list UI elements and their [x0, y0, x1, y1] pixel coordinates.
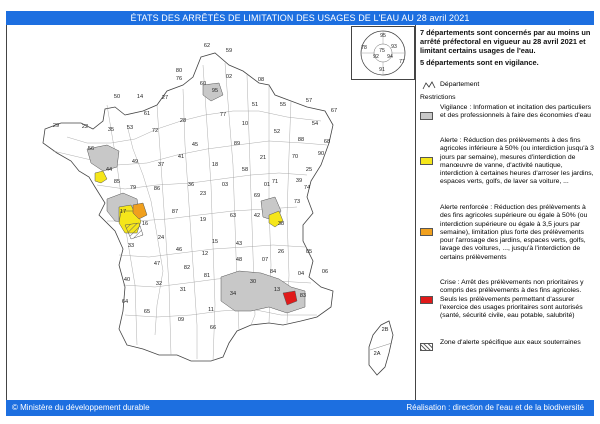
legend-item-text: Crise : Arrêt des prélèvements non prioritaires y compris des prélèvements à des fins agricoles. Seuls les prélèvements permettant d'assurer l'exercice des usages prioritaires sont autorisés (santé, sécurité civile, eau potable, salubrité) [440, 279, 584, 320]
department-label: 21 [259, 155, 267, 161]
department-label: 41 [177, 154, 185, 160]
department-label: 86 [153, 186, 161, 192]
department-label: 05 [305, 249, 313, 255]
department-label: 2A [373, 351, 381, 357]
legend-item-text: Zone d'alerte spécifique aux eaux souterraines [440, 339, 581, 346]
department-label: 84 [269, 269, 277, 275]
department-label: 19 [199, 217, 207, 223]
department-label: 61 [143, 111, 151, 117]
department-label: 76 [175, 76, 183, 82]
legend-panel [420, 28, 596, 67]
department-label: 40 [123, 277, 131, 283]
department-label: 18 [211, 162, 219, 168]
legend-department-label: Département [440, 81, 480, 88]
department-label: 57 [305, 98, 313, 104]
inset-label: 91 [379, 67, 385, 73]
department-label: 64 [121, 299, 129, 305]
map-panel [6, 25, 416, 400]
department-label: 83 [299, 293, 307, 299]
department-label: 10 [241, 121, 249, 127]
department-label: 79 [129, 185, 137, 191]
department-label: 27 [161, 95, 169, 101]
crisis-swatch [420, 296, 433, 304]
department-label: 87 [171, 209, 179, 215]
department-label: 06 [321, 269, 329, 275]
department-label: 72 [151, 128, 159, 134]
department-label: 68 [323, 139, 331, 145]
department-label: 42 [253, 213, 261, 219]
department-label: 47 [153, 261, 161, 267]
department-label: 14 [136, 94, 144, 100]
department-label: 71 [271, 179, 279, 185]
inset-label: 94 [387, 54, 393, 60]
department-label: 44 [105, 167, 113, 173]
department-label: 60 [199, 81, 207, 87]
department-label: 59 [225, 48, 233, 54]
department-label: 56 [87, 146, 95, 152]
inset-label: 92 [373, 54, 379, 60]
department-label: 95 [211, 88, 219, 94]
department-label: 02 [225, 74, 233, 80]
department-label: 11 [208, 307, 214, 313]
legend-item-text: Alerte renforcée : Réduction des prélèvements à des fins agricoles supérieure ou égale à 50% (ou interdiction supérieure ou égale à 3,5 jours par semaine), limitation plus forte des prélèvements pour l'arrosage des jardins, espaces verts, golfs, lavage des voitures, ..., jusqu'à l'interdiction de certains prélèvements [440, 204, 588, 261]
department-label: 23 [199, 191, 207, 197]
department-label: 32 [155, 281, 163, 287]
footer-copyright: © Ministère du développement durable [12, 403, 150, 412]
department-label: 67 [330, 108, 338, 114]
department-label: 89 [233, 141, 241, 147]
department-label: 55 [279, 102, 287, 108]
idf-inset [351, 26, 415, 80]
department-label: 77 [219, 112, 227, 118]
department-label: 63 [229, 213, 237, 219]
department-label: 13 [273, 287, 281, 293]
department-label: 49 [131, 159, 139, 165]
department-label: 09 [177, 317, 185, 323]
department-label: 26 [277, 249, 285, 255]
department-label: 15 [211, 239, 219, 245]
department-label: 62 [203, 43, 211, 49]
groundwater-swatch [420, 343, 433, 351]
department-label: 81 [203, 273, 211, 279]
inset-label: 95 [380, 33, 386, 39]
department-label: 43 [235, 241, 243, 247]
department-label: 04 [297, 271, 305, 277]
department-label: 01 [263, 182, 271, 188]
france-map [7, 25, 415, 400]
department-label: 08 [257, 77, 265, 83]
department-label: 29 [52, 123, 60, 129]
inset-label: 78 [361, 45, 367, 51]
department-label: 58 [241, 167, 249, 173]
department-label: 28 [179, 118, 187, 124]
department-label: 51 [251, 102, 259, 108]
department-label: 34 [229, 291, 237, 297]
department-label: 17 [119, 209, 127, 215]
department-label: 82 [183, 265, 191, 271]
alert-swatch [420, 157, 433, 165]
department-label: 69 [253, 193, 261, 199]
reinforced-alert-swatch [420, 228, 433, 236]
department-label: 22 [81, 124, 89, 130]
department-label: 2B [381, 327, 389, 333]
restrictions-title: Restrictions [420, 94, 456, 101]
department-boundary-icon [422, 81, 436, 90]
department-label: 25 [305, 167, 313, 173]
department-label: 74 [303, 185, 311, 191]
department-label: 73 [293, 199, 301, 205]
department-label: 65 [143, 309, 151, 315]
department-label: 70 [291, 154, 299, 160]
inset-label: 77 [399, 59, 405, 65]
vigilance-count: 5 départements sont en vigilance. [420, 58, 539, 67]
department-label: 12 [201, 251, 209, 257]
department-label: 85 [113, 179, 121, 185]
department-label: 88 [297, 137, 305, 143]
department-label: 30 [249, 279, 257, 285]
department-label: 36 [187, 182, 195, 188]
department-label: 03 [221, 182, 229, 188]
department-label: 45 [191, 142, 199, 148]
department-label: 46 [175, 247, 183, 253]
department-label: 38 [277, 221, 285, 227]
inset-label: 75 [379, 48, 385, 54]
department-label: 48 [235, 257, 243, 263]
department-label: 07 [261, 257, 269, 263]
page-title: ÉTATS DES ARRÊTÉS DE LIMITATION DES USAGES DE L'EAU AU 28 avril 2021 [6, 11, 594, 25]
footer-credit: Réalisation : direction de l'eau et de la biodiversité [406, 403, 584, 412]
legend-item-text: Vigilance : Information et incitation des particuliers et des professionnels à faire des économies d'eau [440, 104, 591, 120]
department-label: 24 [157, 235, 165, 241]
department-label: 31 [179, 287, 187, 293]
footer-bar [6, 400, 594, 416]
vigilance-swatch [420, 112, 433, 120]
department-label: 39 [295, 178, 303, 184]
department-label: 52 [273, 129, 281, 135]
department-label: 50 [113, 94, 121, 100]
department-label: 66 [209, 325, 217, 331]
department-label: 35 [107, 127, 115, 133]
inset-label: 93 [391, 44, 397, 50]
summary-text: 7 départements sont concernés par au moins un arrêté préfectoral en vigueur au 28 avril 2021 et limitant certains usages de l'eau. [420, 28, 591, 55]
legend-item-text: Alerte : Réduction des prélèvements à des fins agricoles inférieure à 50% (ou interdiction jusqu'à 3 jours par semaine), mesures d'interdiction de manœuvre de vanne, d'activité nautique, interdiction à certaines heures d'arroser les jardins, espaces verts, golfs, de laver sa voiture, ... [440, 137, 594, 186]
department-label: 53 [126, 125, 134, 131]
department-label: 54 [311, 121, 319, 127]
department-label: 90 [317, 151, 325, 157]
department-label: 80 [175, 68, 183, 74]
department-label: 16 [141, 221, 149, 227]
department-label: 37 [157, 162, 165, 168]
department-label: 33 [127, 243, 135, 249]
